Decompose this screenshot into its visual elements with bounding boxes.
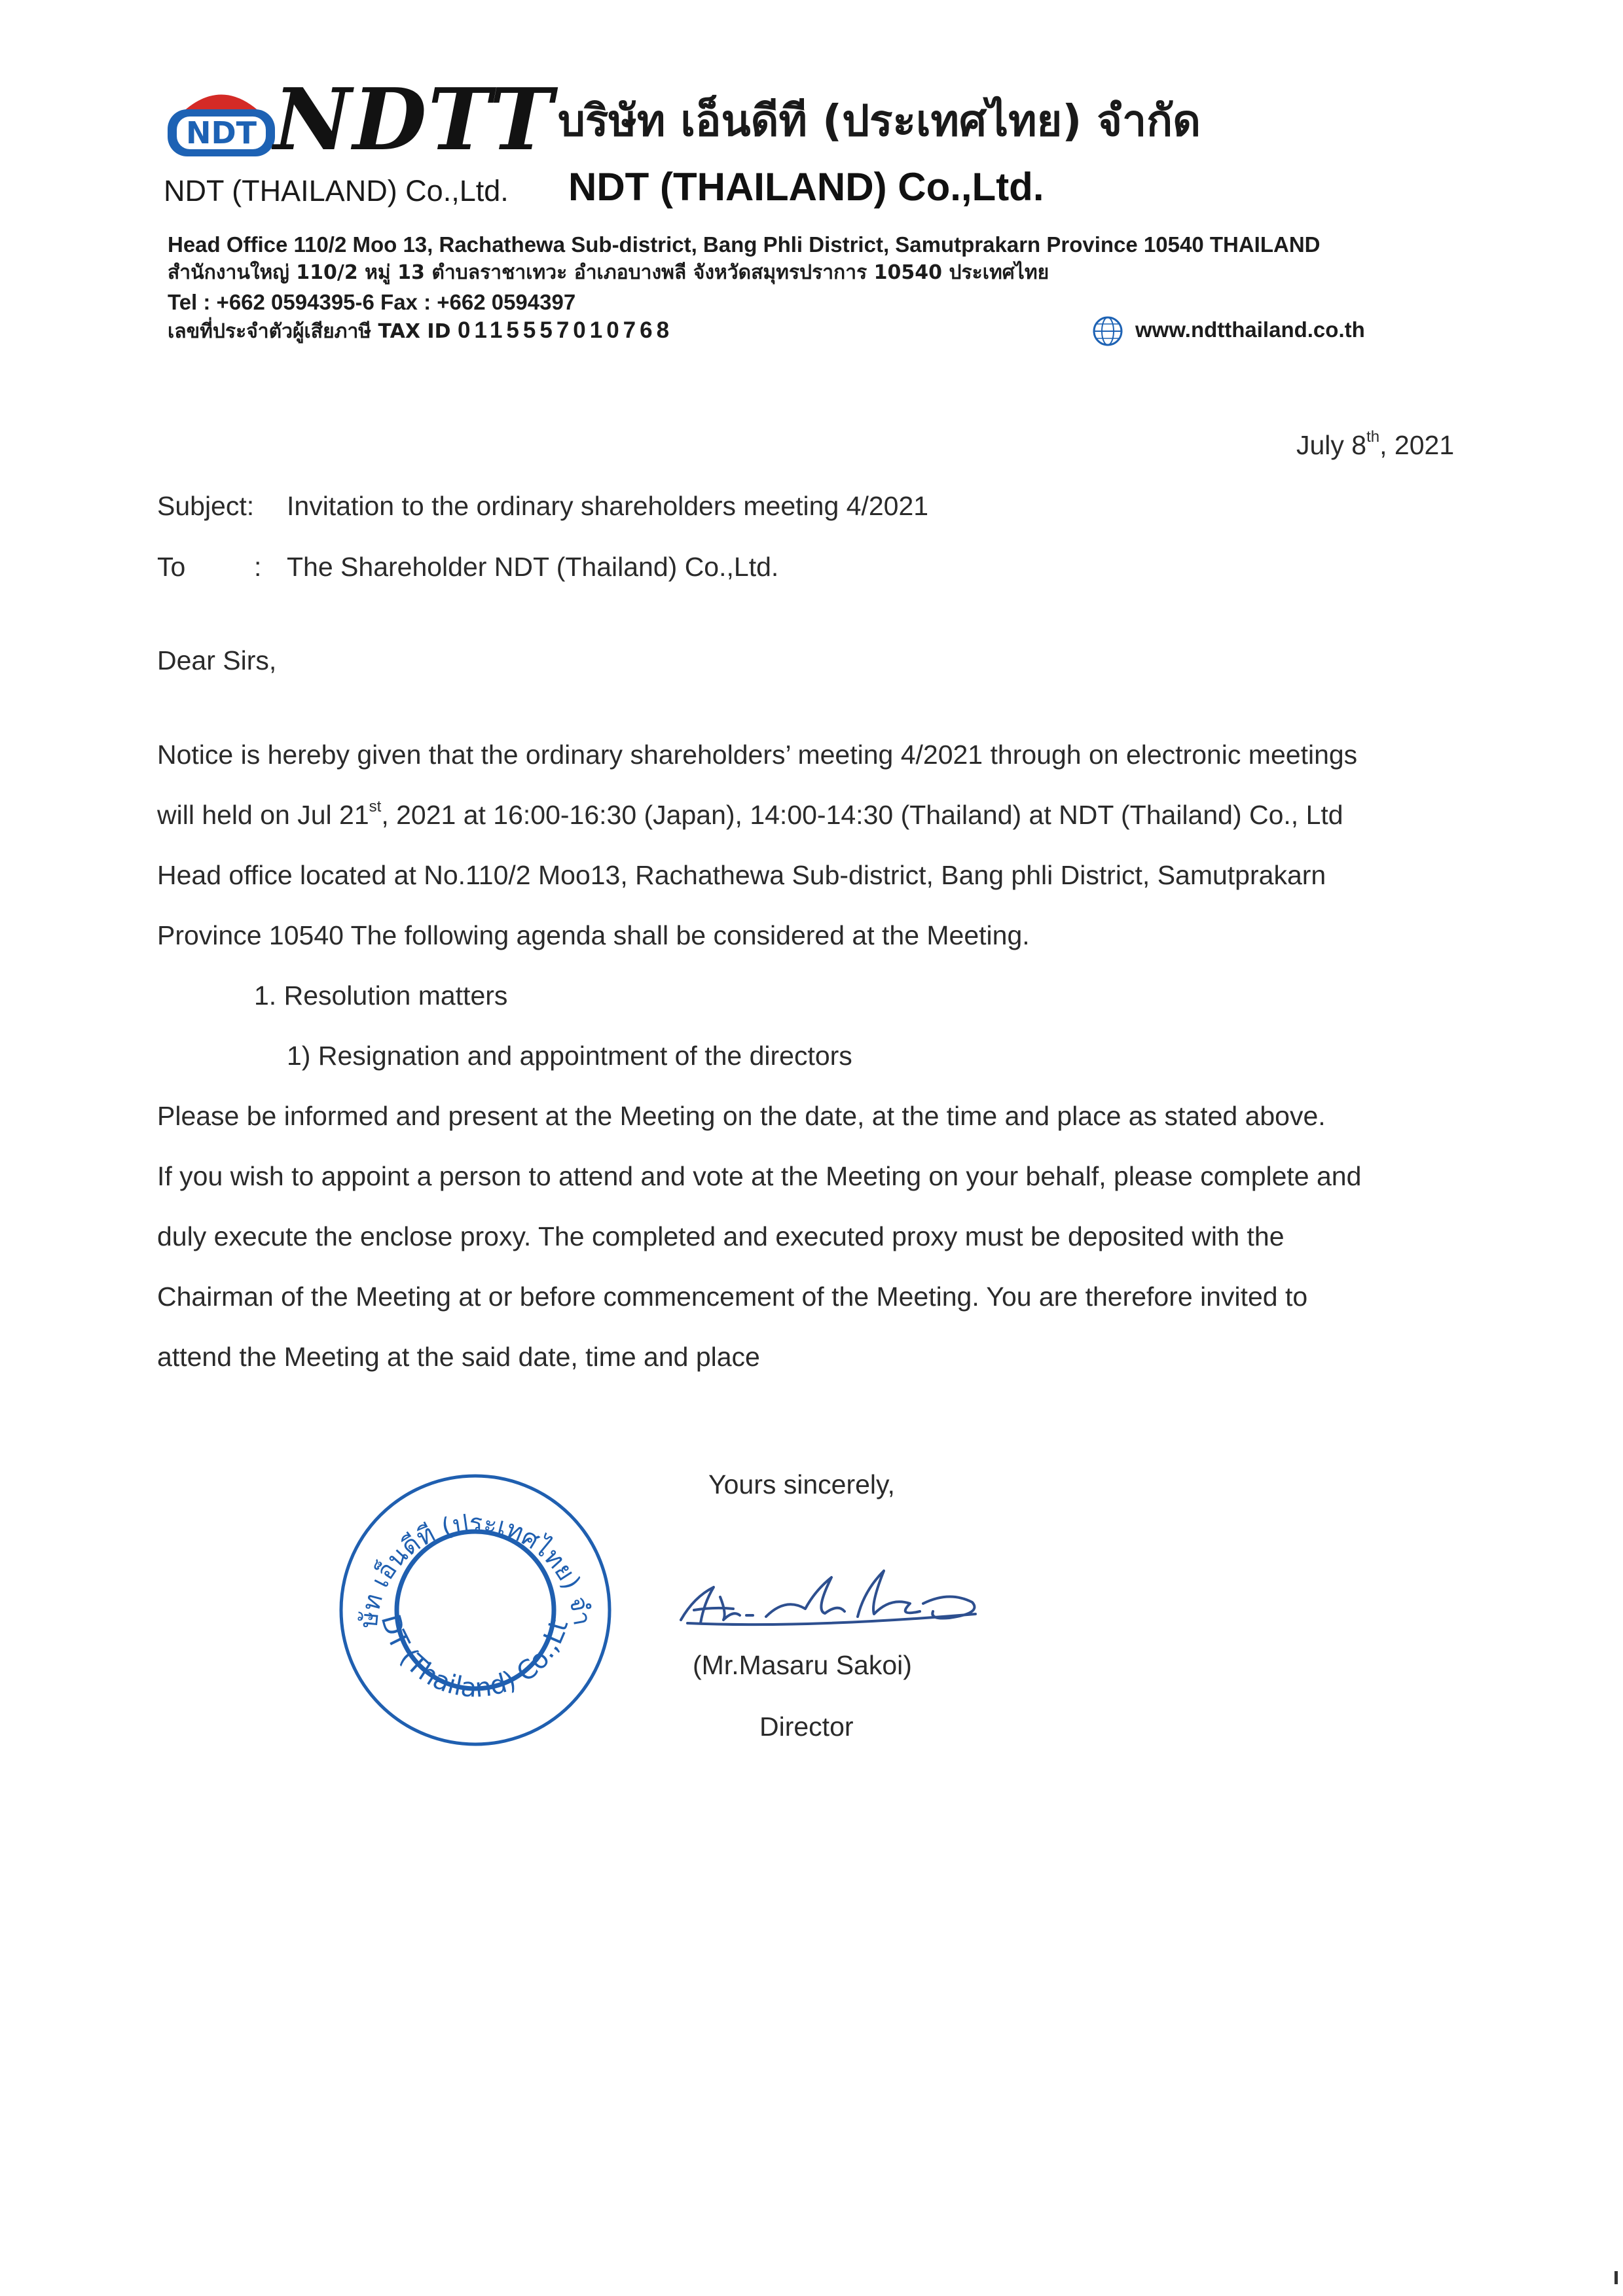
company-brand: NDTT — [274, 69, 555, 170]
body-line-1: Notice is hereby given that the ordinary shareholders’ meeting 4/2021 through on electronic meetings — [157, 740, 1358, 770]
agenda-sub-item: 1) Resignation and appointment of the directors — [287, 1041, 852, 1071]
body-line-2 — [157, 797, 1343, 833]
recipient-text: The Shareholder NDT (Thailand) Co.,Ltd. — [287, 552, 779, 582]
globe-icon — [1091, 314, 1125, 348]
subject-label: Subject: — [157, 491, 255, 521]
salutation: Dear Sirs, — [157, 645, 277, 675]
body-line-3: Head office located at No.110/2 Moo13, Rachathewa Sub-district, Bang phli District, Samutprakarn — [157, 860, 1326, 890]
company-name-large: NDT (THAILAND) Co.,Ltd. — [568, 165, 1044, 209]
date-ordinal: th — [1366, 428, 1380, 446]
address-thai: สำนักงานใหญ่ 110/2 หมู่ 13 ตำบลราชาเทวะ อำเภอบางพลี จังหวัดสมุทรปราการ 10540 ประเทศไทย — [168, 261, 1049, 284]
seal-bottom-text: DT (Thailand) Co.,Lt — [374, 1611, 575, 1704]
signatory-name: (Mr.Masaru Sakoi) — [693, 1650, 912, 1680]
body-line-4: Province 10540 The following agenda shall be considered at the Meeting. — [157, 920, 1030, 950]
to-label: To — [157, 552, 186, 582]
tax-id-value: 0115557010768 — [457, 317, 674, 343]
meeting-date-text: will held on Jul 21 — [157, 800, 369, 830]
date-year: , 2021 — [1379, 430, 1455, 460]
seal-top-text: ษัท เอ็นดีที (ประเทศไทย) จำ — [354, 1508, 597, 1630]
meeting-date-ordinal: st — [369, 798, 382, 816]
body-line-9: duly execute the enclose proxy. The completed and executed proxy must be deposited with the — [157, 1221, 1285, 1251]
subject-text: Invitation to the ordinary shareholders meeting 4/2021 — [287, 491, 929, 521]
logo-text: NDT — [185, 115, 257, 151]
body-line-8: If you wish to appoint a person to attend and vote at the Meeting on your behalf, please complete and — [157, 1161, 1362, 1191]
body-line-7: Please be informed and present at the Meeting on the date, at the time and place as stated above. — [157, 1101, 1326, 1131]
company-logo — [162, 73, 280, 171]
handwritten-signature — [674, 1551, 1002, 1643]
page-edge-mark — [1614, 2271, 1618, 2284]
company-seal — [331, 1466, 619, 1754]
contact-numbers: Tel : +662 0594395-6 Fax : +662 0594397 — [168, 290, 576, 314]
tax-id-line — [168, 317, 673, 346]
company-name-thai: บริษัท เอ็นดีที (ประเทศไทย) จำกัด — [558, 96, 1201, 146]
letter-date — [1296, 427, 1454, 463]
body-line-11: attend the Meeting at the said date, time and place — [157, 1342, 760, 1372]
company-website: www.ndtthailand.co.th — [1135, 317, 1365, 342]
address-english: Head Office 110/2 Moo 13, Rachathewa Sub-district, Bang Phli District, Samutprakarn Province 10540 THAILAND — [168, 232, 1321, 257]
body-line-10: Chairman of the Meeting at or before commencement of the Meeting. You are therefore invited to — [157, 1282, 1308, 1312]
tax-id-label: เลขที่ประจำตัวผู้เสียภาษี TAX ID — [168, 320, 451, 343]
signatory-title: Director — [759, 1712, 854, 1742]
to-colon: : — [254, 552, 262, 582]
agenda-item: 1. Resolution matters — [254, 980, 508, 1011]
meeting-time-text: , 2021 at 16:00-16:30 (Japan), 14:00-14:30 (Thailand) at NDT (Thailand) Co., Ltd — [381, 800, 1343, 830]
closing-text: Yours sincerely, — [708, 1469, 895, 1499]
date-text: July 8 — [1296, 430, 1367, 460]
company-name-small: NDT (THAILAND) Co.,Ltd. — [164, 174, 509, 207]
